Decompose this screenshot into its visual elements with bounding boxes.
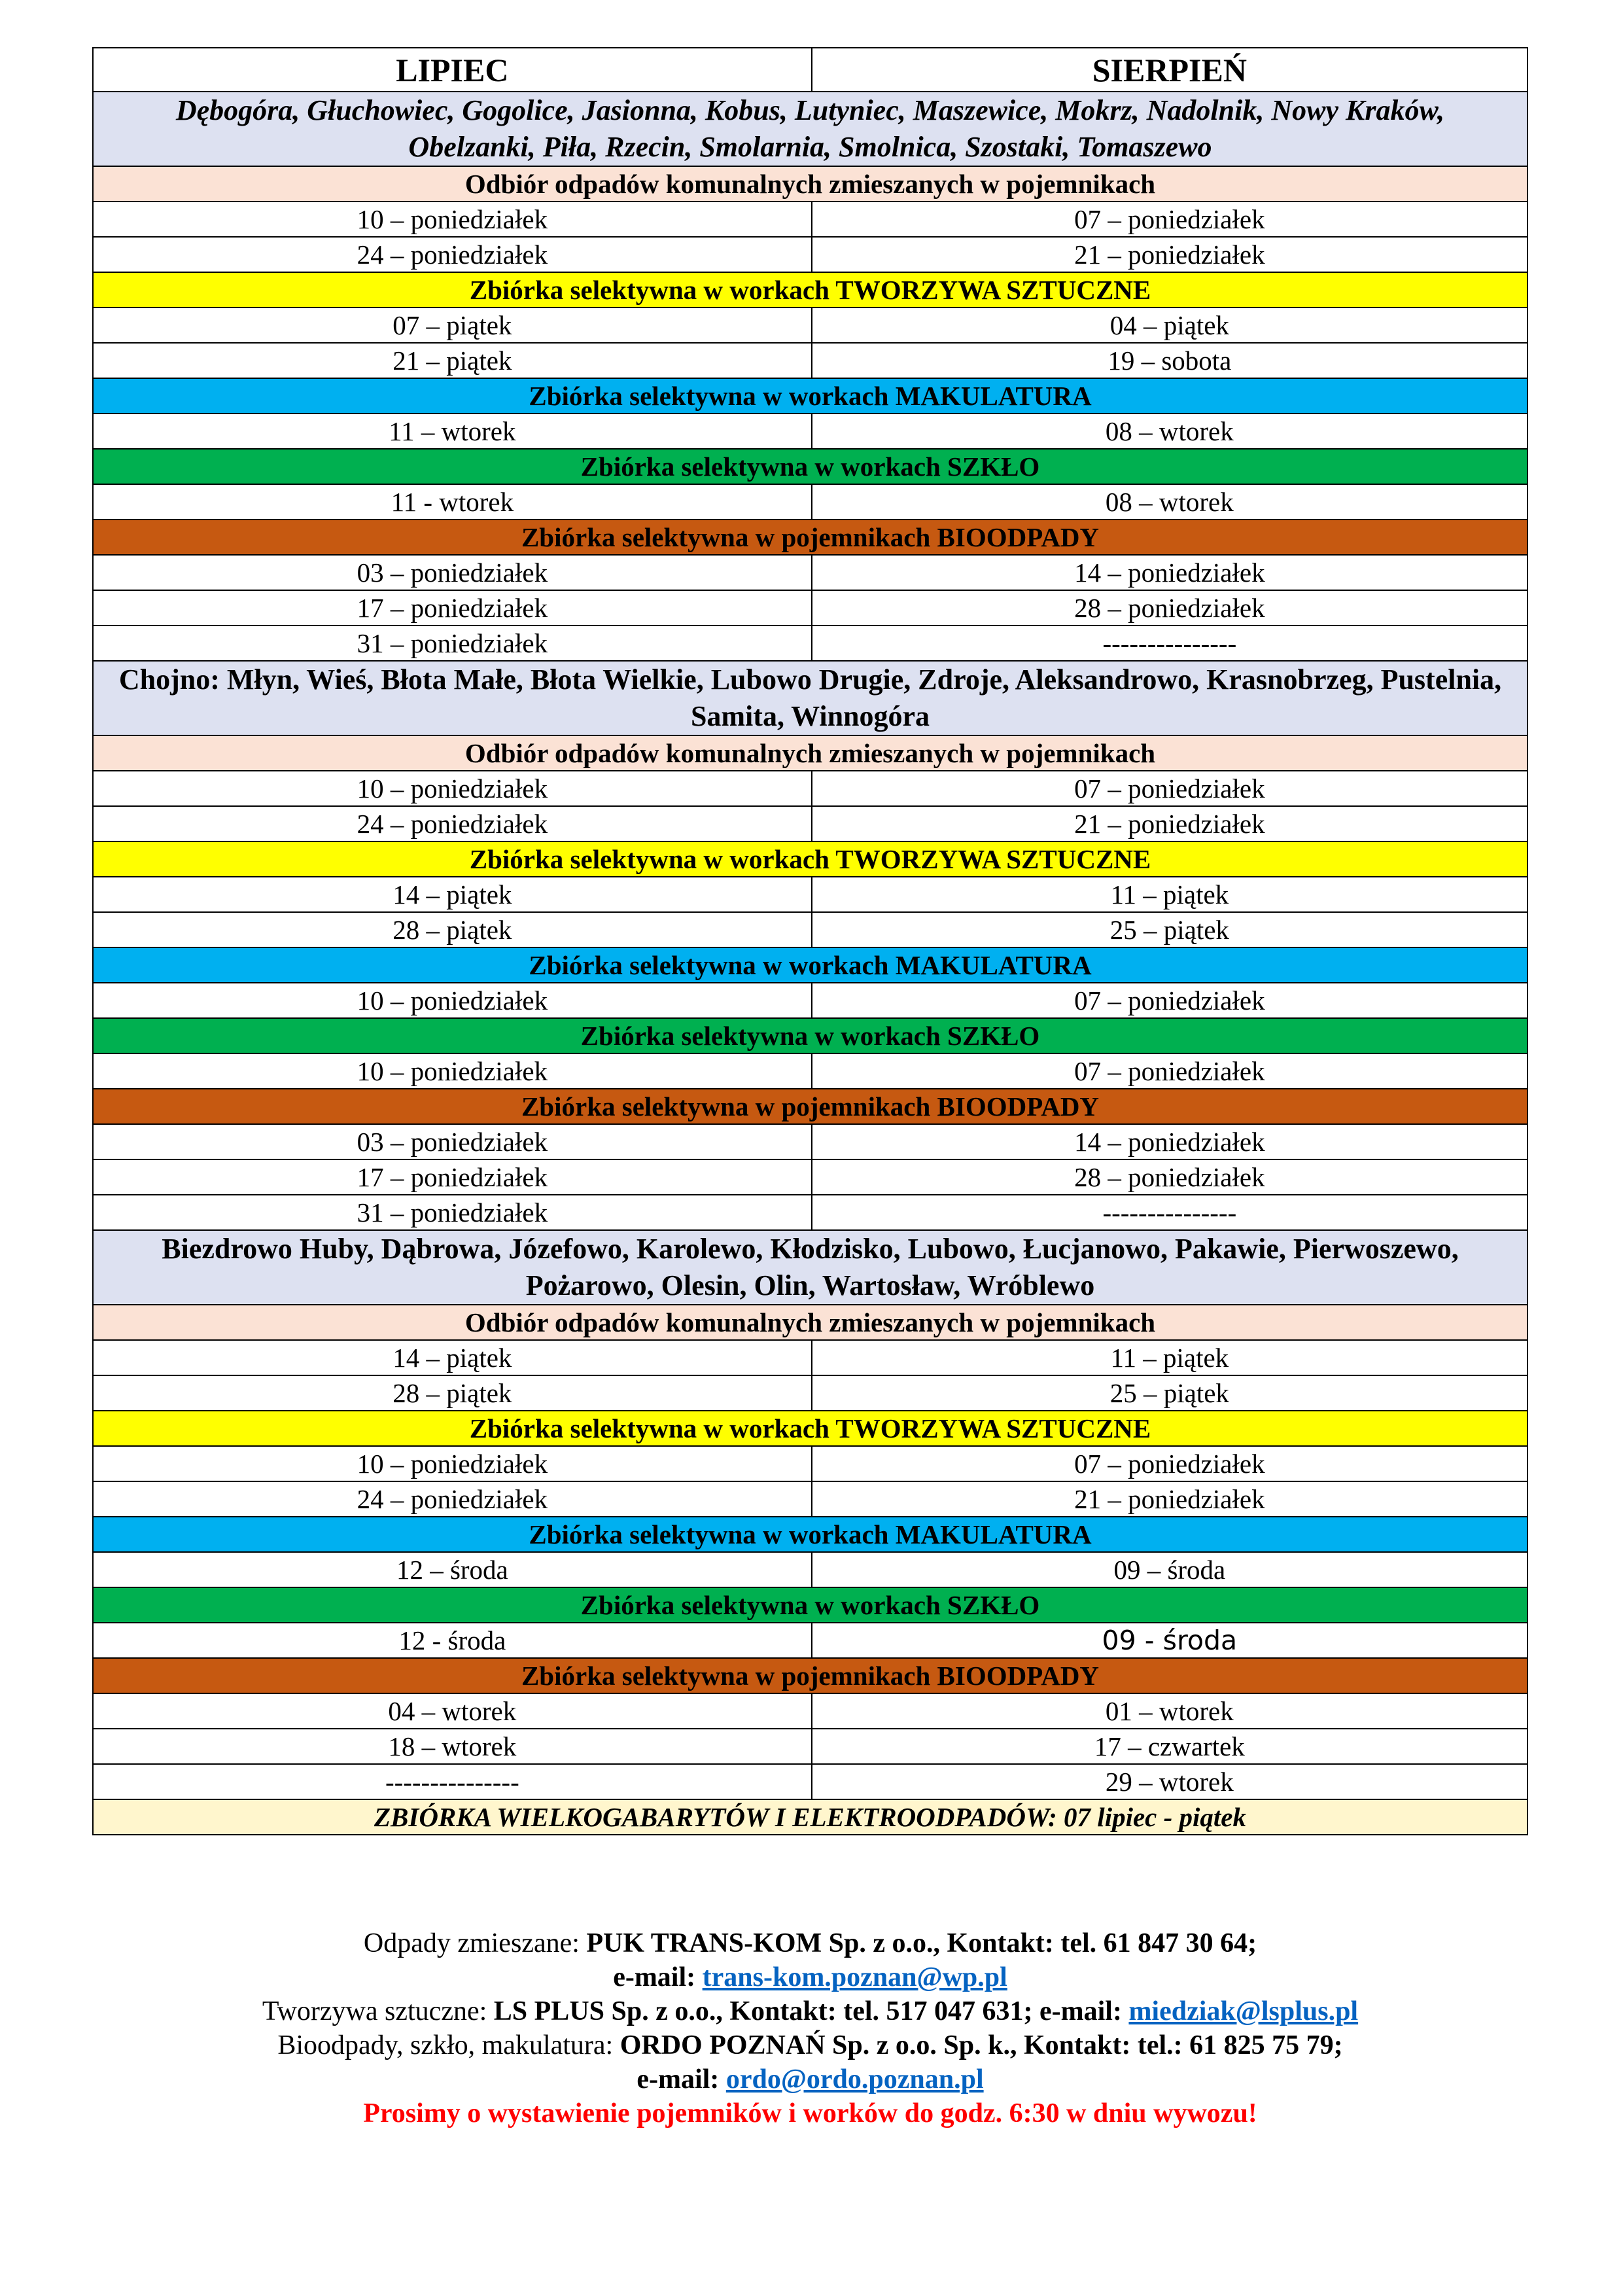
- category-row-glass: [93, 1587, 1527, 1623]
- july-date-cell: 10 – poniedziałek: [93, 983, 812, 1018]
- july-date-cell: 21 – piątek: [93, 343, 812, 378]
- category-row-glass: [93, 449, 1527, 484]
- july-date-cell: 14 – piątek: [93, 1340, 812, 1375]
- category-row-plastic: [93, 1411, 1527, 1446]
- category-title: Zbiórka selektywna w workach TWORZYWA SZTUCZNE: [93, 1411, 1527, 1446]
- month-july-header: LIPIEC: [93, 48, 812, 92]
- august-date-cell: 07 – poniedziałek: [812, 983, 1527, 1018]
- category-title: Zbiórka selektywna w workach TWORZYWA SZTUCZNE: [93, 272, 1527, 308]
- july-date-cell: 11 – wtorek: [93, 414, 812, 449]
- july-date-cell: 24 – poniedziałek: [93, 1481, 812, 1517]
- july-date-cell: 18 – wtorek: [93, 1729, 812, 1764]
- august-date-cell: 29 – wtorek: [812, 1764, 1527, 1799]
- category-row-paper: [93, 1517, 1527, 1552]
- category-row-paper: [93, 947, 1527, 983]
- other-email-line: [92, 2062, 1528, 2096]
- date-row: [93, 1340, 1527, 1375]
- august-date-cell: 21 – poniedziałek: [812, 237, 1527, 272]
- date-row: [93, 983, 1527, 1018]
- august-date-cell: 28 – poniedziałek: [812, 590, 1527, 626]
- collection-schedule-table: [92, 47, 1528, 1835]
- mixed-email-link[interactable]: trans-kom.poznan@wp.pl: [702, 1962, 1007, 1992]
- category-title: Zbiórka selektywna w workach MAKULATURA: [93, 1517, 1527, 1552]
- august-date-cell: 25 – piątek: [812, 912, 1527, 947]
- other-email-label: e-mail:: [637, 2064, 726, 2094]
- mixed-email-line: [92, 1960, 1528, 1994]
- date-row: [93, 237, 1527, 272]
- schedule-body: [93, 48, 1527, 1835]
- category-title: Odbiór odpadów komunalnych zmieszanych w pojemnikach: [93, 735, 1527, 771]
- category-row-plastic: [93, 272, 1527, 308]
- month-august-header: SIERPIEŃ: [812, 48, 1527, 92]
- locality-group-row: [93, 661, 1527, 735]
- july-date-cell: 12 – środa: [93, 1552, 812, 1587]
- july-date-cell: 07 – piątek: [93, 308, 812, 343]
- august-date-cell: 09 - środa: [812, 1623, 1527, 1658]
- category-row-plastic: [93, 841, 1527, 877]
- date-row: [93, 590, 1527, 626]
- date-row: [93, 1124, 1527, 1159]
- date-row: [93, 626, 1527, 661]
- july-date-cell: 24 – poniedziałek: [93, 806, 812, 841]
- date-row: [93, 1053, 1527, 1089]
- date-row: [93, 343, 1527, 378]
- locality-list: Biezdrowo Huby, Dąbrowa, Józefowo, Karolewo, Kłodzisko, Lubowo, Łucjanowo, Pakawie, Pierwoszewo, Pożarowo, Olesin, Olin, Wartosław, Wróblewo: [93, 1230, 1527, 1305]
- august-date-cell: 07 – poniedziałek: [812, 202, 1527, 237]
- date-row: [93, 1375, 1527, 1411]
- date-row: [93, 1764, 1527, 1799]
- july-date-cell: 31 – poniedziałek: [93, 626, 812, 661]
- category-row-mixed: [93, 1305, 1527, 1340]
- category-row-bio: [93, 1089, 1527, 1124]
- category-title: Zbiórka selektywna w pojemnikach BIOODPADY: [93, 1658, 1527, 1693]
- july-date-cell: ---------------: [93, 1764, 812, 1799]
- bulky-waste-row: [93, 1799, 1527, 1835]
- other-email-link[interactable]: ordo@ordo.poznan.pl: [725, 2064, 984, 2094]
- set-out-notice: Prosimy o wystawienie pojemników i worków do godz. 6:30 w dniu wywozu!: [363, 2098, 1257, 2128]
- july-date-cell: 04 – wtorek: [93, 1693, 812, 1729]
- august-date-cell: 08 – wtorek: [812, 484, 1527, 520]
- july-date-cell: 14 – piątek: [93, 877, 812, 912]
- category-title: Zbiórka selektywna w workach TWORZYWA SZTUCZNE: [93, 841, 1527, 877]
- date-row: [93, 1729, 1527, 1764]
- plastic-contact-line: [92, 1994, 1528, 2028]
- august-date-cell: ---------------: [812, 1195, 1527, 1230]
- august-date-cell: 19 – sobota: [812, 343, 1527, 378]
- date-row: [93, 1159, 1527, 1195]
- august-date-cell: 07 – poniedziałek: [812, 771, 1527, 806]
- category-title: Zbiórka selektywna w workach MAKULATURA: [93, 947, 1527, 983]
- july-date-cell: 03 – poniedziałek: [93, 555, 812, 590]
- mixed-contact-label: Odpady zmieszane:: [363, 1928, 587, 1958]
- date-row: [93, 1481, 1527, 1517]
- date-row: [93, 484, 1527, 520]
- date-row: [93, 414, 1527, 449]
- mixed-contact-line: [92, 1926, 1528, 1960]
- contact-info: [92, 1926, 1528, 2130]
- category-row-mixed: [93, 166, 1527, 202]
- august-date-cell: 07 – poniedziałek: [812, 1446, 1527, 1481]
- date-row: [93, 1693, 1527, 1729]
- august-date-cell: 09 – środa: [812, 1552, 1527, 1587]
- category-row-bio: [93, 1658, 1527, 1693]
- august-date-cell: 11 – piątek: [812, 1340, 1527, 1375]
- locality-list: Dębogóra, Głuchowiec, Gogolice, Jasionna, Kobus, Lutyniec, Maszewice, Mokrz, Nadolnik, Nowy Kraków, Obelzanki, Piła, Rzecin, Smolarnia, Smolnica, Szostaki, Tomaszewo: [93, 92, 1527, 166]
- category-title: Zbiórka selektywna w workach SZKŁO: [93, 449, 1527, 484]
- other-contact-label: Bioodpady, szkło, makulatura:: [277, 2030, 620, 2060]
- july-date-cell: 12 - środa: [93, 1623, 812, 1658]
- plastic-contact-label: Tworzywa sztuczne:: [262, 1996, 494, 2026]
- august-date-cell: 14 – poniedziałek: [812, 555, 1527, 590]
- august-date-cell: 01 – wtorek: [812, 1693, 1527, 1729]
- date-row: [93, 555, 1527, 590]
- july-date-cell: 10 – poniedziałek: [93, 202, 812, 237]
- category-row-mixed: [93, 735, 1527, 771]
- locality-list: Chojno: Młyn, Wieś, Błota Małe, Błota Wielkie, Lubowo Drugie, Zdroje, Aleksandrowo, Krasnobrzeg, Pustelnia, Samita, Winnogóra: [93, 661, 1527, 735]
- category-title: Zbiórka selektywna w workach SZKŁO: [93, 1587, 1527, 1623]
- other-contact-company: ORDO POZNAŃ Sp. z o.o. Sp. k., Kontakt: tel.: 61 825 75 79;: [620, 2030, 1343, 2060]
- locality-group-row: [93, 1230, 1527, 1305]
- august-date-cell: ---------------: [812, 626, 1527, 661]
- category-title: Zbiórka selektywna w workach SZKŁO: [93, 1018, 1527, 1053]
- date-row: [93, 1446, 1527, 1481]
- category-title: Zbiórka selektywna w pojemnikach BIOODPADY: [93, 520, 1527, 555]
- august-date-cell: 21 – poniedziałek: [812, 1481, 1527, 1517]
- july-date-cell: 03 – poniedziałek: [93, 1124, 812, 1159]
- date-row: [93, 1195, 1527, 1230]
- august-date-cell: 28 – poniedziałek: [812, 1159, 1527, 1195]
- date-row: [93, 806, 1527, 841]
- august-date-cell: 07 – poniedziałek: [812, 1053, 1527, 1089]
- date-row: [93, 771, 1527, 806]
- category-title: Odbiór odpadów komunalnych zmieszanych w pojemnikach: [93, 166, 1527, 202]
- date-row: [93, 912, 1527, 947]
- other-contact-line: [92, 2028, 1528, 2062]
- mixed-email-label: e-mail:: [613, 1962, 703, 1992]
- july-date-cell: 28 – piątek: [93, 1375, 812, 1411]
- category-row-bio: [93, 520, 1527, 555]
- august-date-cell: 25 – piątek: [812, 1375, 1527, 1411]
- july-date-cell: 17 – poniedziałek: [93, 590, 812, 626]
- date-row: [93, 1623, 1527, 1658]
- date-row: [93, 308, 1527, 343]
- august-date-cell: 08 – wtorek: [812, 414, 1527, 449]
- date-row: [93, 1552, 1527, 1587]
- july-date-cell: 28 – piątek: [93, 912, 812, 947]
- category-title: Zbiórka selektywna w pojemnikach BIOODPADY: [93, 1089, 1527, 1124]
- date-row: [93, 877, 1527, 912]
- august-date-cell: 17 – czwartek: [812, 1729, 1527, 1764]
- july-date-cell: 24 – poniedziałek: [93, 237, 812, 272]
- august-date-cell: 14 – poniedziałek: [812, 1124, 1527, 1159]
- july-date-cell: 10 – poniedziałek: [93, 771, 812, 806]
- month-header-row: [93, 48, 1527, 92]
- july-date-cell: 11 - wtorek: [93, 484, 812, 520]
- category-title: Odbiór odpadów komunalnych zmieszanych w pojemnikach: [93, 1305, 1527, 1340]
- august-date-cell: 11 – piątek: [812, 877, 1527, 912]
- july-date-cell: 17 – poniedziałek: [93, 1159, 812, 1195]
- mixed-contact-company: PUK TRANS-KOM Sp. z o.o., Kontakt: tel. 61 847 30 64;: [586, 1928, 1257, 1958]
- july-date-cell: 10 – poniedziałek: [93, 1053, 812, 1089]
- july-date-cell: 10 – poniedziałek: [93, 1446, 812, 1481]
- date-row: [93, 202, 1527, 237]
- bulky-waste-note: ZBIÓRKA WIELKOGABARYTÓW I ELEKTROODPADÓW: 07 lipiec - piątek: [93, 1799, 1527, 1835]
- locality-group-row: [93, 92, 1527, 166]
- august-date-cell: 04 – piątek: [812, 308, 1527, 343]
- plastic-contact-company: LS PLUS Sp. z o.o., Kontakt: tel. 517 047 631; e-mail:: [493, 1996, 1129, 2026]
- category-title: Zbiórka selektywna w workach MAKULATURA: [93, 378, 1527, 414]
- category-row-glass: [93, 1018, 1527, 1053]
- plastic-email-link[interactable]: miedziak@lsplus.pl: [1128, 1996, 1359, 2026]
- july-date-cell: 31 – poniedziałek: [93, 1195, 812, 1230]
- category-row-paper: [93, 378, 1527, 414]
- august-date-cell: 21 – poniedziałek: [812, 806, 1527, 841]
